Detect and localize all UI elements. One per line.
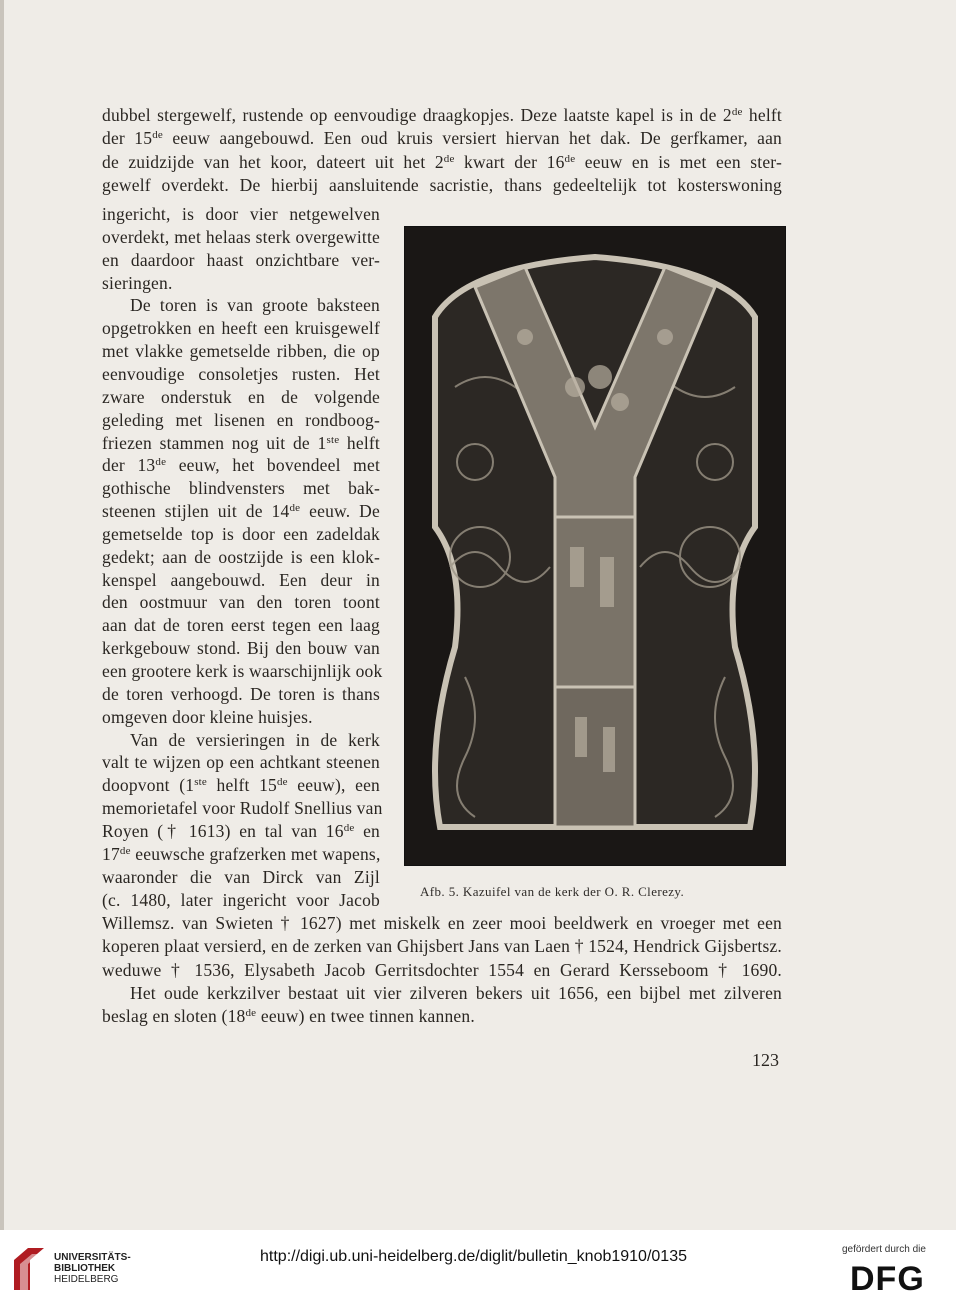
- text-line: [102, 569, 380, 591]
- text-run: eeuwsche grafzerken met wapens,: [130, 843, 381, 864]
- text-run: helft 15: [207, 775, 277, 796]
- text-run: Van de versieringen in de kerk: [130, 729, 380, 750]
- text-line: [102, 935, 782, 957]
- text-line: [102, 226, 380, 248]
- text-run: zware onderstuk en de volgende: [102, 386, 380, 407]
- text-line: [102, 409, 380, 431]
- text-line: [102, 477, 380, 499]
- text-line: [102, 660, 383, 682]
- text-line: [102, 843, 380, 865]
- chasuble-illustration: [405, 227, 785, 865]
- text-run: gewelf overdekt. De hierbij aansluitende sacristie, thans gedeeltelijk tot kosterswoning: [102, 174, 782, 195]
- text-run: Royen († 1613) en tal van 16: [102, 820, 344, 841]
- superscript: ste: [326, 433, 340, 446]
- text-run: de zuidzijde van het koor, dateert uit het 2: [102, 151, 444, 172]
- figure-caption: Afb. 5. Kazuifel van de kerk der O. R. Clerezy.: [420, 884, 685, 899]
- superscript: de: [152, 129, 163, 142]
- text-line: [102, 706, 380, 728]
- superscript: de: [276, 776, 288, 789]
- text-run: eeuw) en twee tinnen kannen.: [256, 1006, 475, 1027]
- text-line: [102, 637, 380, 659]
- text-run: aan dat de toren eerst tegen een laag: [102, 615, 380, 636]
- text-run: ingericht, is door vier netgewelven: [102, 204, 380, 224]
- text-run: der 15: [102, 128, 153, 149]
- library-name: [54, 1252, 131, 1285]
- text-run: helft: [339, 432, 380, 453]
- superscript: de: [343, 821, 355, 834]
- text-run: kenspel aangebouwd. Een deur in: [102, 569, 380, 590]
- text-run: eeuw aangebouwd. Een oud kruis versiert hiervan het dak. De gerfkamer, aan: [162, 128, 782, 149]
- dfg-logo: DFG: [850, 1260, 925, 1298]
- text-run: waaronder die van Dirck van Zijl: [102, 866, 380, 887]
- library-line-3: HEIDELBERG: [54, 1274, 119, 1285]
- text-run: steenen stijlen uit de 14: [102, 501, 290, 522]
- text-line: [130, 729, 380, 751]
- text-run: friezen stammen nog uit de 1: [102, 432, 327, 453]
- text-line: [102, 203, 380, 225]
- text-run: eenvoudige consoletjes rusten. Het: [102, 363, 380, 384]
- text-line: [102, 386, 380, 408]
- text-run: den oostmuur van den toren toont: [102, 592, 380, 613]
- text-line: [102, 500, 380, 522]
- text-run: omgeven door kleine huisjes.: [102, 706, 313, 727]
- superscript: de: [155, 456, 167, 469]
- text-line: [102, 591, 380, 613]
- text-line: [102, 774, 380, 796]
- text-line: [102, 912, 782, 934]
- text-run: koperen plaat versierd, en de zerken van Ghijsbert Jans van Laen † 1524, Hendrick Gijsbertsz.: [102, 936, 782, 957]
- text-line: [102, 127, 782, 149]
- text-line: [102, 797, 383, 819]
- text-run: de toren verhoogd. De toren is thans: [102, 683, 380, 704]
- text-run: 17: [102, 843, 120, 864]
- scan-edge: [0, 0, 4, 1230]
- text-run: een grootere kerk is waarschijnlijk ook: [102, 661, 383, 681]
- text-line: [102, 272, 380, 294]
- superscript: ste: [194, 776, 208, 789]
- page-number: 123: [752, 1050, 779, 1070]
- superscript: de: [564, 152, 576, 165]
- text-run: doopvont (1: [102, 775, 195, 796]
- chasuble-photograph: [404, 226, 786, 866]
- library-line-1: UNIVERSITÄTS-: [54, 1252, 131, 1263]
- text-line: [130, 294, 380, 316]
- text-line: [102, 340, 380, 362]
- library-logo-icon: [10, 1246, 48, 1292]
- text-line: [102, 249, 380, 271]
- superscript: de: [731, 106, 743, 118]
- text-run: eeuw), een: [287, 775, 380, 796]
- text-run: geleding met lisenen en rondboog-: [102, 409, 380, 430]
- text-run: eeuw en is met een ster-: [575, 151, 783, 172]
- text-run: opgetrokken en heeft een kruisgewelf: [102, 318, 380, 339]
- text-line: [102, 614, 380, 636]
- superscript: de: [119, 844, 131, 857]
- text-run: eeuw. De: [300, 501, 380, 522]
- text-line: [102, 889, 380, 911]
- text-run: overdekt, met helaas sterk overgewitte: [102, 226, 380, 247]
- text-run: dubbel stergewelf, rustende op eenvoudige draagkopjes. Deze laatste kapel is in de 2: [102, 105, 732, 125]
- text-run: Willemsz. van Swieten † 1627) met miskelk en zeer mooi beeldwerk en vroeger met een: [102, 913, 782, 933]
- text-run: gemetselde top is door een zadeldak: [102, 523, 380, 544]
- text-run: eeuw, het bovendeel met: [166, 455, 381, 476]
- text-line: [102, 151, 782, 173]
- superscript: de: [289, 502, 301, 515]
- text-line: [102, 104, 782, 126]
- text-line: [102, 432, 380, 454]
- text-run: De toren is van groote baksteen: [130, 295, 380, 316]
- text-line: [102, 523, 380, 545]
- text-run: der 13: [102, 455, 156, 476]
- footer-bar: [0, 1230, 956, 1304]
- source-url-link[interactable]: http://digi.ub.uni-heidelberg.de/diglit/bulletin_knob1910/0135: [260, 1248, 687, 1265]
- text-run: weduwe † 1536, Elysabeth Jacob Gerritsdochter 1554 en Gerard Kersseboom † 1690.: [102, 959, 782, 980]
- text-run: Het oude kerkzilver bestaat uit vier zilveren bekers uit 1656, een bijbel met zilveren: [130, 982, 782, 1003]
- text-line: [102, 546, 380, 568]
- text-run: met vlakke gemetselde ribben, die op: [102, 341, 380, 362]
- text-line: [102, 751, 380, 773]
- text-run: en daardoor haast onzichtbare ver-: [102, 249, 380, 270]
- funded-by-label: gefördert durch die: [842, 1244, 926, 1255]
- text-run: helft: [742, 105, 782, 125]
- text-line: [130, 982, 782, 1004]
- text-run: (c. 1480, later ingericht voor Jacob: [102, 889, 380, 910]
- text-line: [102, 363, 380, 385]
- text-line: [102, 174, 782, 196]
- superscript: de: [443, 152, 455, 165]
- text-line: [102, 866, 380, 888]
- text-run: kerkgebouw stond. Bij den bouw van: [102, 638, 380, 659]
- library-line-2: BIBLIOTHEK: [54, 1263, 116, 1274]
- text-line: [102, 959, 782, 981]
- text-line: [102, 454, 380, 476]
- text-line: [102, 820, 380, 842]
- text-run: valt te wijzen op een achtkant steenen: [102, 752, 380, 773]
- text-run: gothische blindvensters met bak-: [102, 478, 380, 499]
- text-run: beslag en sloten (18: [102, 1006, 246, 1027]
- text-run: sieringen.: [102, 272, 173, 293]
- text-run: gedekt; aan de oostzijde is een klok-: [102, 546, 380, 567]
- text-run: en: [354, 820, 380, 841]
- text-run: memorietafel voor Rudolf Snellius van: [102, 798, 383, 819]
- text-run: kwart der 16: [454, 151, 565, 172]
- text-line: [102, 1005, 782, 1027]
- text-line: [102, 317, 380, 339]
- text-line: [102, 683, 380, 705]
- superscript: de: [245, 1007, 257, 1020]
